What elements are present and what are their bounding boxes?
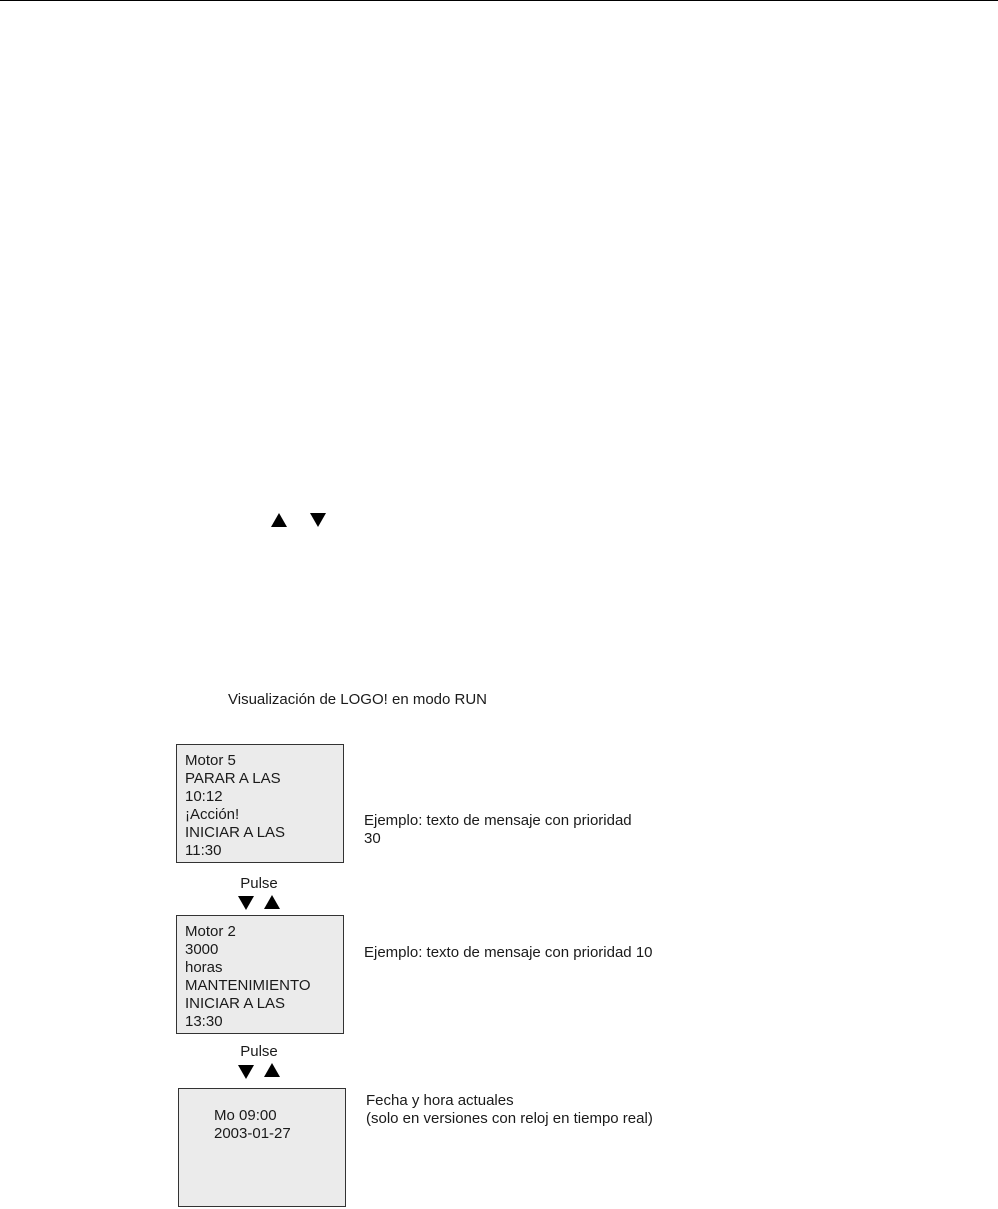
pulse-label: Pulse <box>240 875 278 892</box>
up-arrow-icon <box>264 895 280 909</box>
display-screen-3 <box>178 1088 346 1207</box>
display-screen-1 <box>176 744 344 863</box>
down-arrow-icon <box>238 896 254 910</box>
pulse-label: Pulse <box>240 1043 278 1060</box>
screen-line: 3000 <box>185 941 219 958</box>
screen-line: INICIAR A LAS <box>185 995 286 1012</box>
down-arrow-icon <box>310 513 326 527</box>
note-line: 30 <box>364 830 381 847</box>
note-line: Ejemplo: texto de mensaje con prioridad <box>364 812 632 829</box>
diagram-title: Visualización de LOGO! en modo RUN <box>228 691 488 708</box>
up-arrow-icon <box>271 513 287 527</box>
screen-line: PARAR A LAS <box>185 770 281 787</box>
note-line: Fecha y hora actuales <box>366 1092 514 1109</box>
screen-line: INICIAR A LAS <box>185 824 286 841</box>
up-arrow-icon <box>264 1063 280 1077</box>
down-arrow-icon <box>238 1065 254 1079</box>
top-rule <box>0 0 998 1</box>
screen-2-note <box>364 944 653 962</box>
screen-line: ¡Acción! <box>185 806 240 823</box>
screen-line: 10:12 <box>185 788 223 805</box>
screen-line: 13:30 <box>185 1013 223 1030</box>
screen-3-note <box>366 1092 653 1128</box>
screen-1-note <box>364 812 632 848</box>
note-line: (solo en versiones con reloj en tiempo real) <box>366 1110 653 1127</box>
screen-line: Motor 5 <box>185 752 236 769</box>
screen-line: Mo 09:00 <box>214 1107 277 1124</box>
display-screen-2 <box>176 915 344 1034</box>
screen-line: horas <box>185 959 223 976</box>
note-line: Ejemplo: texto de mensaje con prioridad 10 <box>364 944 653 961</box>
screen-line: 2003-01-27 <box>214 1125 291 1142</box>
screen-line: MANTENIMIENTO <box>185 977 311 994</box>
screen-line: Motor 2 <box>185 923 236 940</box>
screen-line: 11:30 <box>185 842 222 859</box>
